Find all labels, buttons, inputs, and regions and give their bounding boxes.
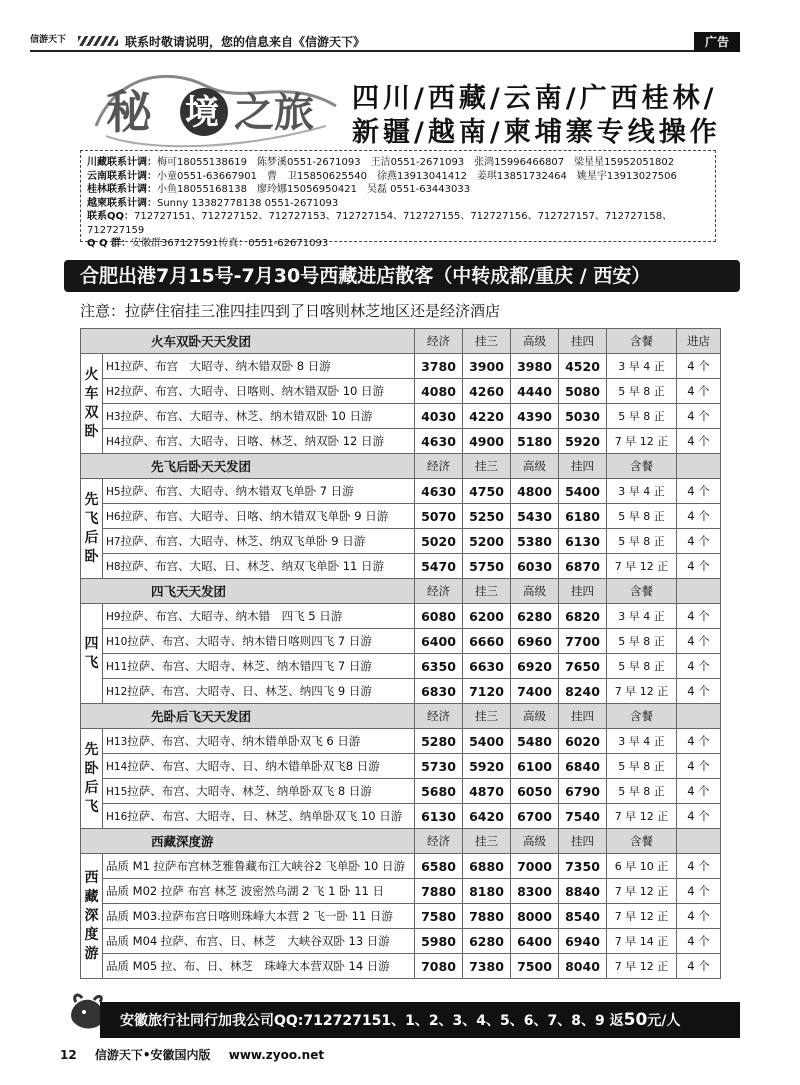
contact-box xyxy=(80,150,716,249)
price-cell: 6130 xyxy=(415,804,463,829)
table-row xyxy=(81,404,721,429)
table-row xyxy=(81,654,721,679)
price-cell: 6130 xyxy=(559,529,607,554)
table-row xyxy=(81,904,721,929)
departure-banner: 合肥出港7月15号-7月30号西藏进店散客（中转成都/重庆 / 西安） xyxy=(64,260,740,292)
section-header-row xyxy=(81,704,721,729)
footer-banner xyxy=(100,1002,740,1038)
contact-text: 712727151、712727152、712727153、712727154、712727155、712727156、712727157、712727158、712727159 xyxy=(87,211,673,236)
meal-cell: 7 早 12 正 xyxy=(607,954,677,979)
price-cell: 5250 xyxy=(463,504,511,529)
route-cell xyxy=(103,679,415,704)
price-cell: 5380 xyxy=(511,529,559,554)
brand-logo-text: 信游天下 xyxy=(30,35,67,45)
price-cell: 4440 xyxy=(511,379,559,404)
footer-amount: 50 xyxy=(623,1010,648,1030)
price-cell: 7650 xyxy=(559,654,607,679)
column-header: 挂四 xyxy=(559,454,607,479)
title-line-1: 四川/西藏/云南/广西桂林/ xyxy=(352,83,718,114)
price-cell: 7120 xyxy=(463,679,511,704)
shop-cell: 4 个 xyxy=(677,929,721,954)
route-name: 拉萨、布宫、大昭、日、林芝、纳双飞单卧 11 日游 xyxy=(120,559,385,573)
price-cell: 6280 xyxy=(463,929,511,954)
table-row xyxy=(81,554,721,579)
price-cell: 4630 xyxy=(415,479,463,504)
price-cell: 6660 xyxy=(463,629,511,654)
price-cell: 5430 xyxy=(511,504,559,529)
section-title: 火车双卧天天发团 xyxy=(81,329,415,354)
meal-cell: 5 早 8 正 xyxy=(607,529,677,554)
price-cell: 7580 xyxy=(415,904,463,929)
column-header: 挂四 xyxy=(559,829,607,854)
section-side-label: 西藏深度游 xyxy=(81,854,103,979)
price-cell: 7880 xyxy=(415,879,463,904)
price-cell: 6870 xyxy=(559,554,607,579)
contact-text: 安徽群367127591传真：0551-62671093 xyxy=(130,238,329,249)
contact-row xyxy=(87,210,709,237)
meal-cell: 5 早 8 正 xyxy=(607,404,677,429)
route-cell xyxy=(103,379,415,404)
route-name: 品质 M02 拉萨 布宫 林芝 波密然乌湖 2 飞 1 卧 11 日 xyxy=(106,884,385,898)
price-cell: 5750 xyxy=(463,554,511,579)
section-header-row xyxy=(81,454,721,479)
ad-badge: 广告 xyxy=(694,32,740,52)
meal-cell: 5 早 8 正 xyxy=(607,654,677,679)
route-cell xyxy=(103,429,415,454)
contact-text: 小童0551-63667901 曹 卫15850625540 徐燕13913041412 姜琪13851732464 姚星宇13913027506 xyxy=(157,170,677,182)
column-header: 进店 xyxy=(677,329,721,354)
table-row xyxy=(81,529,721,554)
section-title: 西藏深度游 xyxy=(81,829,415,854)
price-cell: 6100 xyxy=(511,754,559,779)
table-row xyxy=(81,729,721,754)
price-cell: 7380 xyxy=(463,954,511,979)
route-cell xyxy=(103,929,415,954)
price-cell: 6940 xyxy=(559,929,607,954)
route-code: H13 xyxy=(106,736,128,748)
route-cell xyxy=(103,779,415,804)
table-row xyxy=(81,954,721,979)
contact-row xyxy=(87,156,709,170)
column-header: 经济 xyxy=(415,454,463,479)
price-cell: 4900 xyxy=(463,429,511,454)
price-cell: 6200 xyxy=(463,604,511,629)
price-cell: 5920 xyxy=(559,429,607,454)
contact-text: Sunny 13382778138 0551-2671093 xyxy=(157,197,339,209)
route-cell xyxy=(103,554,415,579)
route-code: H9 xyxy=(106,611,121,623)
price-cell: 5980 xyxy=(415,929,463,954)
column-header: 含餐 xyxy=(607,829,677,854)
route-cell xyxy=(103,729,415,754)
column-header: 挂四 xyxy=(559,704,607,729)
route-code: H10 xyxy=(106,636,128,648)
meal-cell: 7 早 12 正 xyxy=(607,904,677,929)
route-code: H14 xyxy=(106,761,128,773)
price-cell: 4520 xyxy=(559,354,607,379)
price-cell: 7540 xyxy=(559,804,607,829)
column-header: 高级 xyxy=(511,704,559,729)
table-row xyxy=(81,804,721,829)
price-cell: 5080 xyxy=(559,379,607,404)
price-cell: 8540 xyxy=(559,904,607,929)
meal-cell: 7 早 12 正 xyxy=(607,554,677,579)
table-row xyxy=(81,504,721,529)
route-name: 拉萨、布宫、大昭寺、日喀、纳木错双飞单卧 9 日游 xyxy=(120,509,389,523)
price-cell: 5030 xyxy=(559,404,607,429)
price-cell: 3780 xyxy=(415,354,463,379)
price-cell: 4750 xyxy=(463,479,511,504)
route-cell xyxy=(103,804,415,829)
price-cell: 8300 xyxy=(511,879,559,904)
route-name: 品质 M05 拉、布、日、林芝 珠峰大本营双卧 14 日游 xyxy=(106,959,390,973)
shop-cell: 4 个 xyxy=(677,554,721,579)
meal-cell: 5 早 8 正 xyxy=(607,504,677,529)
route-name: 拉萨、布宫、大昭寺、林芝、纳木错双卧 10 日游 xyxy=(120,409,373,423)
shop-cell: 4 个 xyxy=(677,779,721,804)
shop-cell: 4 个 xyxy=(677,954,721,979)
price-cell: 7500 xyxy=(511,954,559,979)
route-name: 品质 M03.拉萨布宫日喀则珠峰大本营 2 飞一卧 11 日游 xyxy=(106,909,393,923)
column-header: 高级 xyxy=(511,829,559,854)
column-header: 挂三 xyxy=(463,579,511,604)
price-cell: 6840 xyxy=(559,754,607,779)
section-side-label: 先卧后飞 xyxy=(81,729,103,829)
meal-cell: 7 早 12 正 xyxy=(607,804,677,829)
price-cell: 5200 xyxy=(463,529,511,554)
column-header xyxy=(677,704,721,729)
footer-text: 安徽旅行社同行加我公司QQ:712727151、1、2、3、4、5、6、7、8、9 返 xyxy=(120,1013,624,1029)
route-cell xyxy=(103,604,415,629)
price-table xyxy=(80,328,721,979)
route-cell xyxy=(103,529,415,554)
price-cell: 4630 xyxy=(415,429,463,454)
price-cell: 6080 xyxy=(415,604,463,629)
section-title: 四飞天天发团 xyxy=(81,579,415,604)
logo-char-1: 秘 xyxy=(106,85,152,139)
table-row xyxy=(81,779,721,804)
price-cell: 5920 xyxy=(463,754,511,779)
price-cell: 6350 xyxy=(415,654,463,679)
section-title: 先卧后飞天天发团 xyxy=(81,704,415,729)
price-cell: 6830 xyxy=(415,679,463,704)
contact-label: 云南联系计调： xyxy=(87,170,157,182)
table-row xyxy=(81,629,721,654)
price-cell: 8840 xyxy=(559,879,607,904)
section-side-label: 火车双卧 xyxy=(81,354,103,454)
logo-char-3: 之旅 xyxy=(234,89,314,136)
route-cell xyxy=(103,504,415,529)
route-code: H7 xyxy=(106,536,121,548)
shop-cell: 4 个 xyxy=(677,604,721,629)
column-header: 经济 xyxy=(415,329,463,354)
meal-cell: 5 早 8 正 xyxy=(607,379,677,404)
price-cell: 6790 xyxy=(559,779,607,804)
contact-note: 联系时敬请说明，您的信息来自《信游天下》 xyxy=(125,35,366,49)
section-side-label: 先飞后卧 xyxy=(81,479,103,579)
route-code: H2 xyxy=(106,386,121,398)
shop-cell: 4 个 xyxy=(677,529,721,554)
route-name: 拉萨、布宫、大昭寺、纳木错 四飞 5 日游 xyxy=(120,609,343,623)
contact-label: 桂林联系计调： xyxy=(87,184,157,195)
table-row xyxy=(81,479,721,504)
price-cell: 5180 xyxy=(511,429,559,454)
meal-cell: 7 早 12 正 xyxy=(607,429,677,454)
price-cell: 3980 xyxy=(511,354,559,379)
route-cell xyxy=(103,854,415,879)
price-cell: 6400 xyxy=(511,929,559,954)
contact-label: 越柬联系计调： xyxy=(87,197,157,209)
meal-cell: 3 早 4 正 xyxy=(607,354,677,379)
price-cell: 7350 xyxy=(559,854,607,879)
price-cell: 8240 xyxy=(559,679,607,704)
meal-cell: 7 早 14 正 xyxy=(607,929,677,954)
price-cell: 4220 xyxy=(463,404,511,429)
column-header: 高级 xyxy=(511,579,559,604)
shop-cell: 4 个 xyxy=(677,379,721,404)
column-header: 含餐 xyxy=(607,329,677,354)
contact-row xyxy=(87,197,709,211)
table-row xyxy=(81,879,721,904)
shop-cell: 4 个 xyxy=(677,879,721,904)
column-header: 经济 xyxy=(415,579,463,604)
section-title: 先飞后卧天天发团 xyxy=(81,454,415,479)
column-header xyxy=(677,454,721,479)
section-header-row xyxy=(81,829,721,854)
route-code: H12 xyxy=(106,686,128,698)
website-link[interactable]: www.zyoo.net xyxy=(228,1048,325,1062)
route-name: 品质 M1 拉萨布宫林芝雅鲁藏布江大峡谷2 飞单卧 10 日游 xyxy=(106,859,405,873)
column-header: 挂三 xyxy=(463,704,511,729)
meal-cell: 5 早 8 正 xyxy=(607,779,677,804)
table-row xyxy=(81,379,721,404)
price-cell: 6180 xyxy=(559,504,607,529)
table-row xyxy=(81,929,721,954)
route-code: H4 xyxy=(106,436,121,448)
meal-cell: 3 早 4 正 xyxy=(607,604,677,629)
price-cell: 8180 xyxy=(463,879,511,904)
price-cell: 5280 xyxy=(415,729,463,754)
shop-cell: 4 个 xyxy=(677,804,721,829)
price-cell: 6420 xyxy=(463,804,511,829)
route-name: 拉萨、布宫、大昭寺、纳木错日喀则四飞 7 日游 xyxy=(127,634,372,648)
route-name: 拉萨、布宫、大昭寺、纳木错双飞单卧 7 日游 xyxy=(120,484,354,498)
meal-cell: 5 早 8 正 xyxy=(607,754,677,779)
route-name: 拉萨、布宫、大昭寺、林芝、纳双飞单卧 9 日游 xyxy=(120,534,366,548)
price-cell: 6050 xyxy=(511,779,559,804)
price-cell: 5470 xyxy=(415,554,463,579)
brand-logo xyxy=(86,66,344,156)
price-cell: 6820 xyxy=(559,604,607,629)
route-cell xyxy=(103,629,415,654)
price-cell: 4080 xyxy=(415,379,463,404)
column-header: 挂三 xyxy=(463,329,511,354)
shop-cell: 4 个 xyxy=(677,679,721,704)
price-cell: 4260 xyxy=(463,379,511,404)
column-header: 挂三 xyxy=(463,454,511,479)
route-name: 拉萨、布宫、大昭寺、日喀则、纳木错双卧 10 日游 xyxy=(120,384,385,398)
price-cell: 5400 xyxy=(559,479,607,504)
price-cell: 8040 xyxy=(559,954,607,979)
route-code: H15 xyxy=(106,786,128,798)
meal-cell: 6 早 10 正 xyxy=(607,854,677,879)
price-cell: 7400 xyxy=(511,679,559,704)
price-cell: 6960 xyxy=(511,629,559,654)
route-cell xyxy=(103,754,415,779)
contact-text: 梅可18055138619 陈梦溪0551-2671093 王洁0551-2671093 张鸿15996466807 梁星星15952051802 xyxy=(157,157,675,168)
table-row xyxy=(81,604,721,629)
route-code: H11 xyxy=(106,661,128,673)
price-cell: 7000 xyxy=(511,854,559,879)
route-cell xyxy=(103,354,415,379)
price-cell: 6030 xyxy=(511,554,559,579)
shop-cell: 4 个 xyxy=(677,504,721,529)
column-header: 挂四 xyxy=(559,329,607,354)
column-header: 挂四 xyxy=(559,579,607,604)
table-row xyxy=(81,754,721,779)
route-name: 拉萨、布宫、大昭寺、纳木错单卧双飞 6 日游 xyxy=(127,734,361,748)
price-cell: 6580 xyxy=(415,854,463,879)
page-footer xyxy=(60,1046,338,1063)
price-cell: 4030 xyxy=(415,404,463,429)
route-code: H8 xyxy=(106,561,121,573)
shop-cell: 4 个 xyxy=(677,904,721,929)
route-cell xyxy=(103,954,415,979)
route-name: 拉萨、布宫、大昭寺、日、纳木错单卧双飞8 日游 xyxy=(127,759,380,773)
route-name: 拉萨、布宫、大昭寺、日、林芝、纳四飞 9 日游 xyxy=(127,684,372,698)
page-number: 12 xyxy=(60,1048,77,1062)
shop-cell: 4 个 xyxy=(677,854,721,879)
price-cell: 5400 xyxy=(463,729,511,754)
meal-cell: 5 早 8 正 xyxy=(607,629,677,654)
price-cell: 5070 xyxy=(415,504,463,529)
column-header xyxy=(677,829,721,854)
shop-cell: 4 个 xyxy=(677,629,721,654)
contact-label: Q Q 群： xyxy=(87,238,131,249)
meal-cell: 7 早 12 正 xyxy=(607,679,677,704)
meal-cell: 7 早 12 正 xyxy=(607,879,677,904)
route-cell xyxy=(103,404,415,429)
price-cell: 7700 xyxy=(559,629,607,654)
price-cell: 3900 xyxy=(463,354,511,379)
route-code: H5 xyxy=(106,486,121,498)
route-cell xyxy=(103,904,415,929)
column-header: 高级 xyxy=(511,329,559,354)
route-name: 拉萨、布宫、大昭寺、日、林芝、纳单卧双飞 10 日游 xyxy=(127,809,403,823)
route-name: 拉萨、布宫、大昭寺、林芝、纳木错四飞 7 日游 xyxy=(127,659,372,673)
table-row xyxy=(81,679,721,704)
top-bar xyxy=(30,32,740,52)
shop-cell: 4 个 xyxy=(677,729,721,754)
price-cell: 6020 xyxy=(559,729,607,754)
footer-unit: 元/人 xyxy=(647,1013,681,1029)
title-line-2: 新疆/越南/柬埔寨专线操作 xyxy=(352,117,721,148)
route-name: 品质 M04 拉萨、布宫、日、林芝 大峡谷双卧 13 日游 xyxy=(106,934,390,948)
column-header: 经济 xyxy=(415,829,463,854)
route-name: 拉萨、布宫、大昭寺、日喀、林芝、纳双卧 12 日游 xyxy=(120,434,385,448)
table-row xyxy=(81,354,721,379)
column-header: 经济 xyxy=(415,704,463,729)
price-cell: 5730 xyxy=(415,754,463,779)
route-code: H1 xyxy=(106,361,121,373)
table-row xyxy=(81,854,721,879)
route-code: H16 xyxy=(106,811,128,823)
section-side-label: 四飞 xyxy=(81,604,103,704)
route-cell xyxy=(103,479,415,504)
shop-cell: 4 个 xyxy=(677,429,721,454)
price-cell: 4800 xyxy=(511,479,559,504)
section-header-row xyxy=(81,329,721,354)
meal-cell: 3 早 4 正 xyxy=(607,479,677,504)
price-cell: 8000 xyxy=(511,904,559,929)
price-cell: 5480 xyxy=(511,729,559,754)
contact-label: 川藏联系计调： xyxy=(87,157,157,168)
column-header: 高级 xyxy=(511,454,559,479)
price-cell: 7080 xyxy=(415,954,463,979)
route-code: H6 xyxy=(106,511,121,523)
shop-cell: 4 个 xyxy=(677,754,721,779)
column-header: 含餐 xyxy=(607,454,677,479)
price-cell: 7880 xyxy=(463,904,511,929)
contact-text: 小鱼18055168138 廖玲娜15056950421 吴磊 0551-63443033 xyxy=(157,184,471,195)
stripe-decoration xyxy=(78,36,118,46)
price-cell: 6700 xyxy=(511,804,559,829)
column-header xyxy=(677,579,721,604)
price-cell: 5020 xyxy=(415,529,463,554)
price-cell: 4390 xyxy=(511,404,559,429)
contact-row xyxy=(87,170,709,184)
price-cell: 5680 xyxy=(415,779,463,804)
route-cell xyxy=(103,654,415,679)
accommodation-notice: 注意：拉萨住宿挂三准四挂四到了日喀则林芝地区还是经济酒店 xyxy=(80,302,501,320)
price-cell: 6880 xyxy=(463,854,511,879)
route-cell xyxy=(103,879,415,904)
price-cell: 6280 xyxy=(511,604,559,629)
publication-name: 信游天下•安徽国内版 xyxy=(94,1048,211,1062)
price-cell: 6630 xyxy=(463,654,511,679)
price-cell: 4870 xyxy=(463,779,511,804)
route-name: 拉萨、布宫 大昭寺、纳木错双卧 8 日游 xyxy=(120,359,331,373)
route-code: H3 xyxy=(106,411,121,423)
table-row xyxy=(81,429,721,454)
price-cell: 6400 xyxy=(415,629,463,654)
logo-char-2: 境 xyxy=(185,93,219,133)
section-header-row xyxy=(81,579,721,604)
shop-cell: 4 个 xyxy=(677,354,721,379)
contact-row xyxy=(87,183,709,197)
price-cell: 6920 xyxy=(511,654,559,679)
shop-cell: 4 个 xyxy=(677,404,721,429)
contact-label: 联系QQ： xyxy=(87,211,135,222)
column-header: 含餐 xyxy=(607,579,677,604)
shop-cell: 4 个 xyxy=(677,479,721,504)
contact-row xyxy=(87,237,709,251)
column-header: 挂三 xyxy=(463,829,511,854)
meal-cell: 3 早 4 正 xyxy=(607,729,677,754)
shop-cell: 4 个 xyxy=(677,654,721,679)
column-header: 含餐 xyxy=(607,704,677,729)
route-name: 拉萨、布宫、大昭寺、林芝、纳单卧双飞 8 日游 xyxy=(127,784,372,798)
